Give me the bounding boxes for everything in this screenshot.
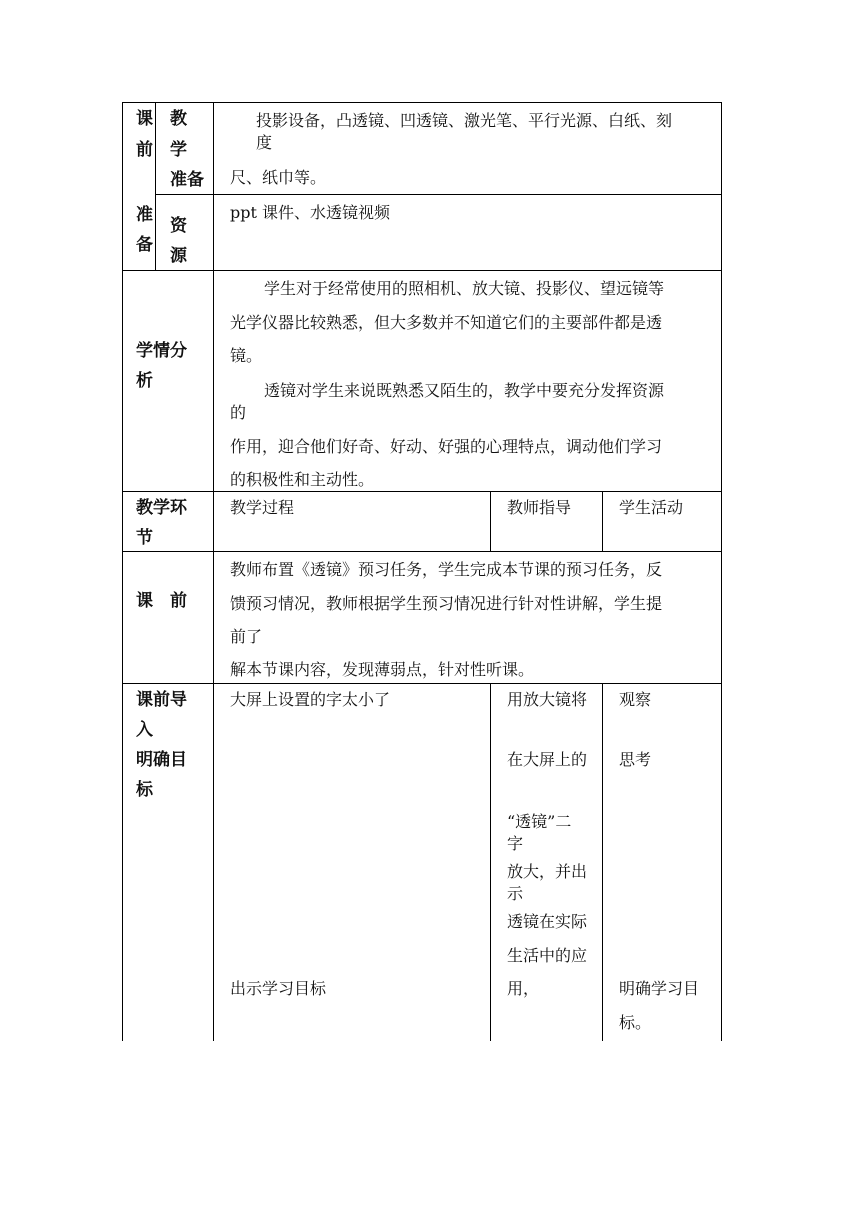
- teaching-prep-label-1: 教: [170, 109, 187, 129]
- intro-teacher-line-3: “透镜”二: [507, 812, 572, 831]
- intro-teacher-line-6: 示: [507, 884, 524, 903]
- teaching-prep-line-2: 度: [256, 133, 273, 152]
- intro-teacher-line-9: 用，: [507, 979, 540, 998]
- resources-label-1: 资: [170, 216, 187, 236]
- table-border-right: [721, 102, 722, 1041]
- col-divider-teacher-a: [490, 491, 491, 551]
- analysis-label-1: 学情分: [136, 341, 187, 361]
- preclass-line-3: 前了: [230, 627, 263, 646]
- col-divider-prep: [155, 102, 156, 270]
- preclass-line-4: 解本节课内容，发现薄弱点，针对性听课。: [230, 660, 535, 679]
- resources-text: ppt 课件、水透镜视频: [230, 203, 391, 222]
- intro-label-2: 入: [136, 720, 153, 740]
- intro-teacher-line-2: 在大屏上的: [507, 750, 588, 769]
- col-divider-student-b: [602, 683, 603, 1041]
- teaching-prep-label-3: 准备: [170, 170, 204, 190]
- intro-process-1: 大屏上设置的字太小了: [230, 690, 391, 709]
- analysis-line-5: 的: [230, 403, 247, 422]
- prep-outer-label-2: 前: [136, 140, 153, 160]
- analysis-line-3: 镜。: [230, 346, 263, 365]
- analysis-line-2: 光学仪器比较熟悉，但大多数并不知道它们的主要部件都是透: [230, 313, 663, 332]
- row-divider-prep-end: [122, 270, 722, 271]
- table-border-left: [122, 102, 123, 1041]
- intro-label-4: 标: [136, 780, 153, 800]
- preclass-line-1: 教师布置《透镜》预习任务，学生完成本节课的预习任务，反: [230, 560, 663, 579]
- resources-label-2: 源: [170, 246, 187, 266]
- analysis-line-1: 学生对于经常使用的照相机、放大镜、投影仪、望远镜等: [264, 279, 665, 298]
- teaching-prep-line-1: 投影设备，凸透镜、凹透镜、激光笔、平行光源、白纸、刻: [256, 111, 673, 130]
- header-label-1: 教学环: [136, 498, 187, 518]
- intro-student-1: 观察: [619, 690, 652, 709]
- col-divider-main: [213, 102, 214, 1041]
- row-divider-preclass-end: [122, 683, 722, 684]
- analysis-line-7: 的积极性和主动性。: [230, 470, 375, 489]
- header-process: 教学过程: [230, 498, 295, 517]
- prep-outer-label-1: 课: [136, 109, 153, 129]
- preclass-line-2: 馈预习情况，教师根据学生预习情况进行针对性讲解，学生提: [230, 594, 663, 613]
- intro-teacher-line-4: 字: [507, 834, 524, 853]
- intro-process-2: 出示学习目标: [230, 979, 327, 998]
- intro-label-1: 课前导: [136, 690, 187, 710]
- col-divider-student-a: [602, 491, 603, 551]
- teaching-prep-line-3: 尺、纸巾等。: [230, 168, 327, 187]
- header-teacher: 教师指导: [507, 498, 572, 517]
- header-label-2: 节: [136, 528, 153, 548]
- intro-student-3b: 标。: [619, 1013, 652, 1032]
- analysis-label-2: 析: [136, 371, 153, 391]
- header-student: 学生活动: [619, 498, 684, 517]
- intro-student-2: 思考: [619, 750, 652, 769]
- row-divider-analysis-end: [122, 491, 722, 492]
- prep-outer-label-3: 准: [136, 205, 153, 225]
- analysis-line-4: 透镜对学生来说既熟悉又陌生的，教学中要充分发挥资源: [264, 381, 665, 400]
- intro-label-3: 明确目: [136, 750, 187, 770]
- intro-teacher-line-8: 生活中的应: [507, 946, 588, 965]
- table-border-top: [122, 102, 722, 103]
- prep-outer-label-4: 备: [136, 235, 153, 255]
- intro-teacher-line-1: 用放大镜将: [507, 690, 588, 709]
- intro-student-3a: 明确学习目: [619, 979, 700, 998]
- col-divider-teacher-b: [490, 683, 491, 1041]
- intro-teacher-line-7: 透镜在实际: [507, 912, 588, 931]
- intro-teacher-line-5: 放大，并出: [507, 862, 588, 881]
- row-divider-header-end: [122, 551, 722, 552]
- preclass-label: 课 前: [136, 591, 187, 611]
- row-divider-prep-inner: [155, 194, 722, 195]
- teaching-prep-label-2: 学: [170, 140, 187, 160]
- analysis-line-6: 作用，迎合他们好奇、好动、好强的心理特点，调动他们学习: [230, 437, 663, 456]
